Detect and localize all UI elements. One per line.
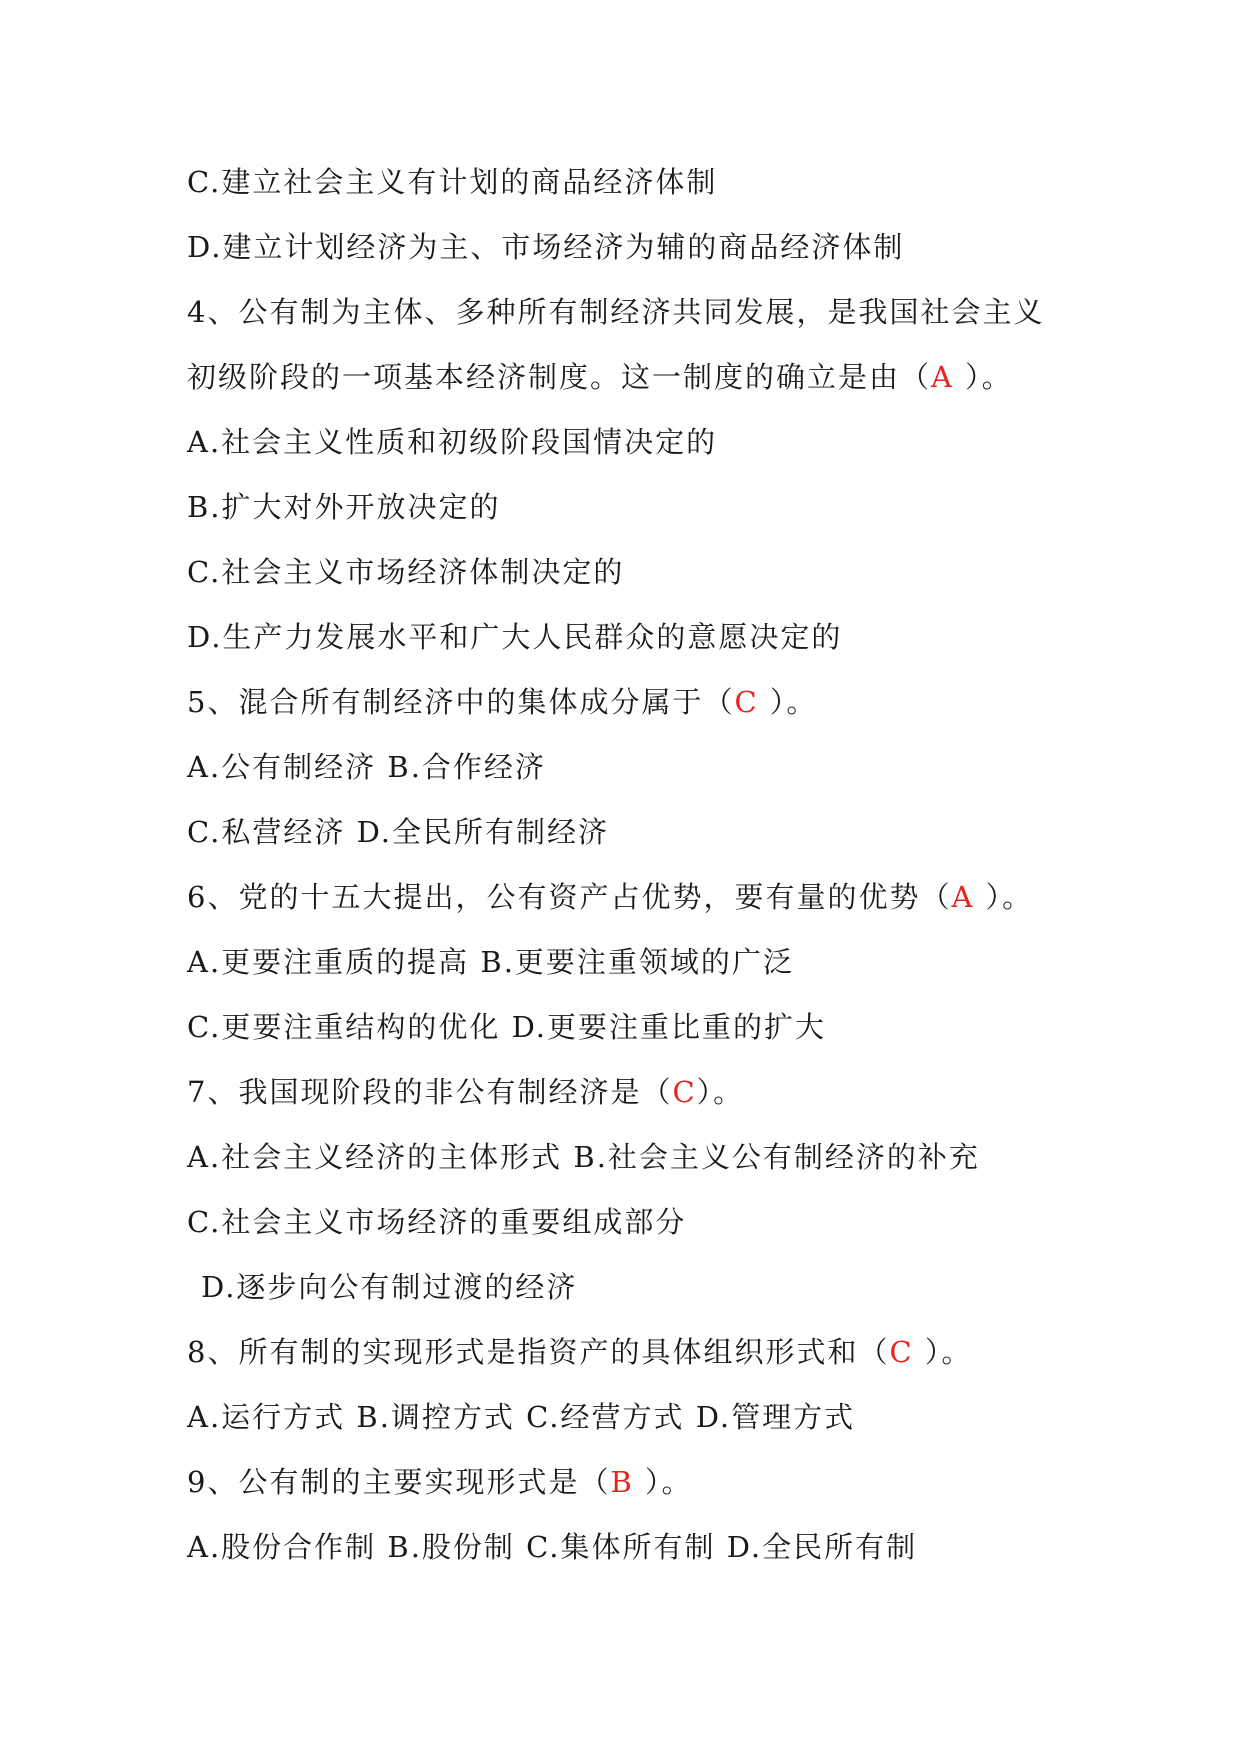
option-line: C.更要注重结构的优化 D.更要注重比重的扩大 — [187, 1010, 827, 1044]
option-line: C.社会主义市场经济的重要组成部分 — [187, 1205, 687, 1239]
answer-mark: C — [734, 685, 759, 719]
question-line: 4、公有制为主体、多种所有制经济共同发展，是我国社会主义 — [187, 295, 1045, 329]
question-line: 8、所有制的实现形式是指资产的具体组织形式和（C ）。 — [187, 1335, 973, 1369]
option-line: D.逐步向公有制过渡的经济 — [201, 1270, 578, 1304]
option-line: C.私营经济 D.全民所有制经济 — [187, 815, 610, 849]
option-line: D.生产力发展水平和广大人民群众的意愿决定的 — [187, 620, 843, 654]
option-line: A.运行方式 B.调控方式 C.经营方式 D.管理方式 — [187, 1400, 856, 1434]
question-line: 5、混合所有制经济中的集体成分属于（C ）。 — [187, 685, 818, 719]
answer-mark: B — [610, 1465, 634, 1499]
question-line: 6、党的十五大提出，公有资产占优势，要有量的优势（A ）。 — [187, 880, 1034, 914]
option-line: B.扩大对外开放决定的 — [187, 490, 501, 524]
answer-mark: C — [889, 1335, 914, 1369]
option-line: A.更要注重质的提高 B.更要注重领域的广泛 — [187, 945, 794, 979]
option-line: C.建立社会主义有计划的商品经济体制 — [187, 165, 718, 199]
question-line: 初级阶段的一项基本经济制度。这一制度的确立是由（A ）。 — [187, 360, 1013, 394]
answer-mark: A — [931, 360, 954, 394]
option-line: A.公有制经济 B.合作经济 — [187, 750, 546, 784]
option-line: A.股份合作制 B.股份制 C.集体所有制 D.全民所有制 — [187, 1530, 918, 1564]
option-line: A.社会主义性质和初级阶段国情决定的 — [187, 425, 718, 459]
option-line: D.建立计划经济为主、市场经济为辅的商品经济体制 — [187, 230, 905, 264]
option-line: A.社会主义经济的主体形式 B.社会主义公有制经济的补充 — [187, 1140, 980, 1174]
answer-mark: A — [951, 880, 975, 914]
question-line: 9、公有制的主要实现形式是（B ）。 — [187, 1465, 693, 1499]
option-line: C.社会主义市场经济体制决定的 — [187, 555, 625, 589]
answer-mark: C — [672, 1075, 697, 1109]
question-line: 7、我国现阶段的非公有制经济是（C）。 — [187, 1075, 745, 1109]
text-body — [187, 160, 1087, 1590]
